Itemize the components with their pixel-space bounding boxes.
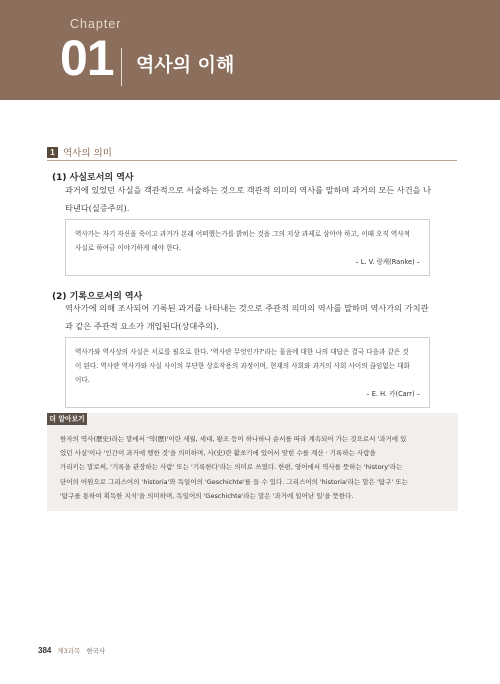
chapter-number: 01 bbox=[60, 30, 114, 86]
quote-line: 역사가는 자기 자신을 죽이고 과거가 본래 어떠했는가를 밝히는 것을 그의 지상 과제로 삼아야 하고, 이때 오직 역사적 bbox=[75, 230, 410, 238]
subsection-heading-record: (2) 기록으로서의 역사 bbox=[52, 292, 143, 302]
quote-citation: – E. H. 카(Carr) – bbox=[366, 390, 420, 398]
quote-box-ranke bbox=[65, 219, 430, 276]
chapter-title: 역사의 이해 bbox=[136, 54, 235, 76]
quote-line: 이 된다. 역사란 역사가와 사실 사이의 부단한 상호작용의 과정이며, 현재의 사회와 과거의 사회 사이의 끊임없는 대화 bbox=[75, 362, 410, 370]
section-number-badge: 1 bbox=[47, 147, 58, 158]
learn-more-text bbox=[60, 432, 450, 503]
learn-more-line: '탐구를 통하여 획득한 지식'을 의미하며, 독일어의 'Geschichte'라는 말은 '과거에 일어난 일'을 뜻한다. bbox=[60, 491, 354, 500]
footer-subject-label: 한국사 bbox=[86, 647, 106, 655]
learn-more-label: 더 알아보기 bbox=[47, 413, 87, 425]
paragraph-line: 타낸다(실증주의). bbox=[65, 203, 130, 213]
page-number: 384 bbox=[38, 646, 52, 655]
chapter-banner bbox=[0, 0, 500, 100]
paragraph-line: 과거에 있었던 사실을 객관적으로 서술하는 것으로 객관적 의미의 역사를 말하며 과거의 모든 사건을 나 bbox=[65, 185, 432, 195]
footer-book-label: 제3과목 bbox=[57, 647, 81, 655]
quote-citation: – L. V. 랑케(Ranke) – bbox=[355, 258, 420, 266]
paragraph-fact bbox=[65, 181, 465, 217]
paragraph-line: 과 같은 주관적 요소가 개입된다(상대주의). bbox=[65, 321, 219, 331]
section-heading bbox=[47, 145, 112, 159]
learn-more-line: 한자의 역사(歷史)라는 말에서 '역(歷)'이란 세월, 세대, 왕조 등이 하나하나 순서를 따라 계속되어 가는 것으로서 '과거에 있 bbox=[60, 435, 407, 443]
paragraph-line: 역사가에 의해 조사되어 기록된 과거를 나타내는 것으로 주관적 의미의 역사를 말하며 역사가의 가치관 bbox=[65, 303, 429, 313]
quote-line: 사실로 하여금 이야기하게 해야 한다. bbox=[75, 244, 182, 252]
learn-more-line: 단어의 어원으로 그리스어의 'historia'와 독일어의 'Geschichte'를 들 수 있다. 그리스어의 'historia'라는 말은 '탐구' 또는 bbox=[60, 477, 408, 486]
chapter-label: Chapter bbox=[70, 17, 122, 31]
banner-divider bbox=[121, 48, 122, 86]
page-footer bbox=[38, 646, 105, 655]
quote-line: 이다. bbox=[75, 376, 90, 384]
learn-more-box bbox=[47, 413, 458, 511]
learn-more-line: 가리키는 말로써, '기록을 관장하는 사람' 또는 '기록한다'라는 의미로 쓰였다. 한편, 영어에서 역사를 뜻하는 'history'라는 bbox=[60, 463, 403, 472]
quote-line: 역사가와 역사상의 사실은 서로를 필요로 한다. '역사란 무엇인가?'라는 물음에 대한 나의 대답은 결국 다음과 같은 것 bbox=[75, 348, 409, 356]
paragraph-record bbox=[65, 299, 465, 335]
subsection-heading-fact: (1) 사실로서의 역사 bbox=[52, 173, 134, 183]
section-divider bbox=[47, 160, 457, 161]
learn-more-line: 었던 사실'이나 '인간이 과거에 행한 것'을 의미하며, 사(史)란 활쏘기에 있어서 맞힌 수를 계산 · 기록하는 사람을 bbox=[60, 449, 376, 458]
section-title: 역사의 의미 bbox=[63, 148, 112, 159]
quote-box-carr bbox=[65, 337, 430, 408]
